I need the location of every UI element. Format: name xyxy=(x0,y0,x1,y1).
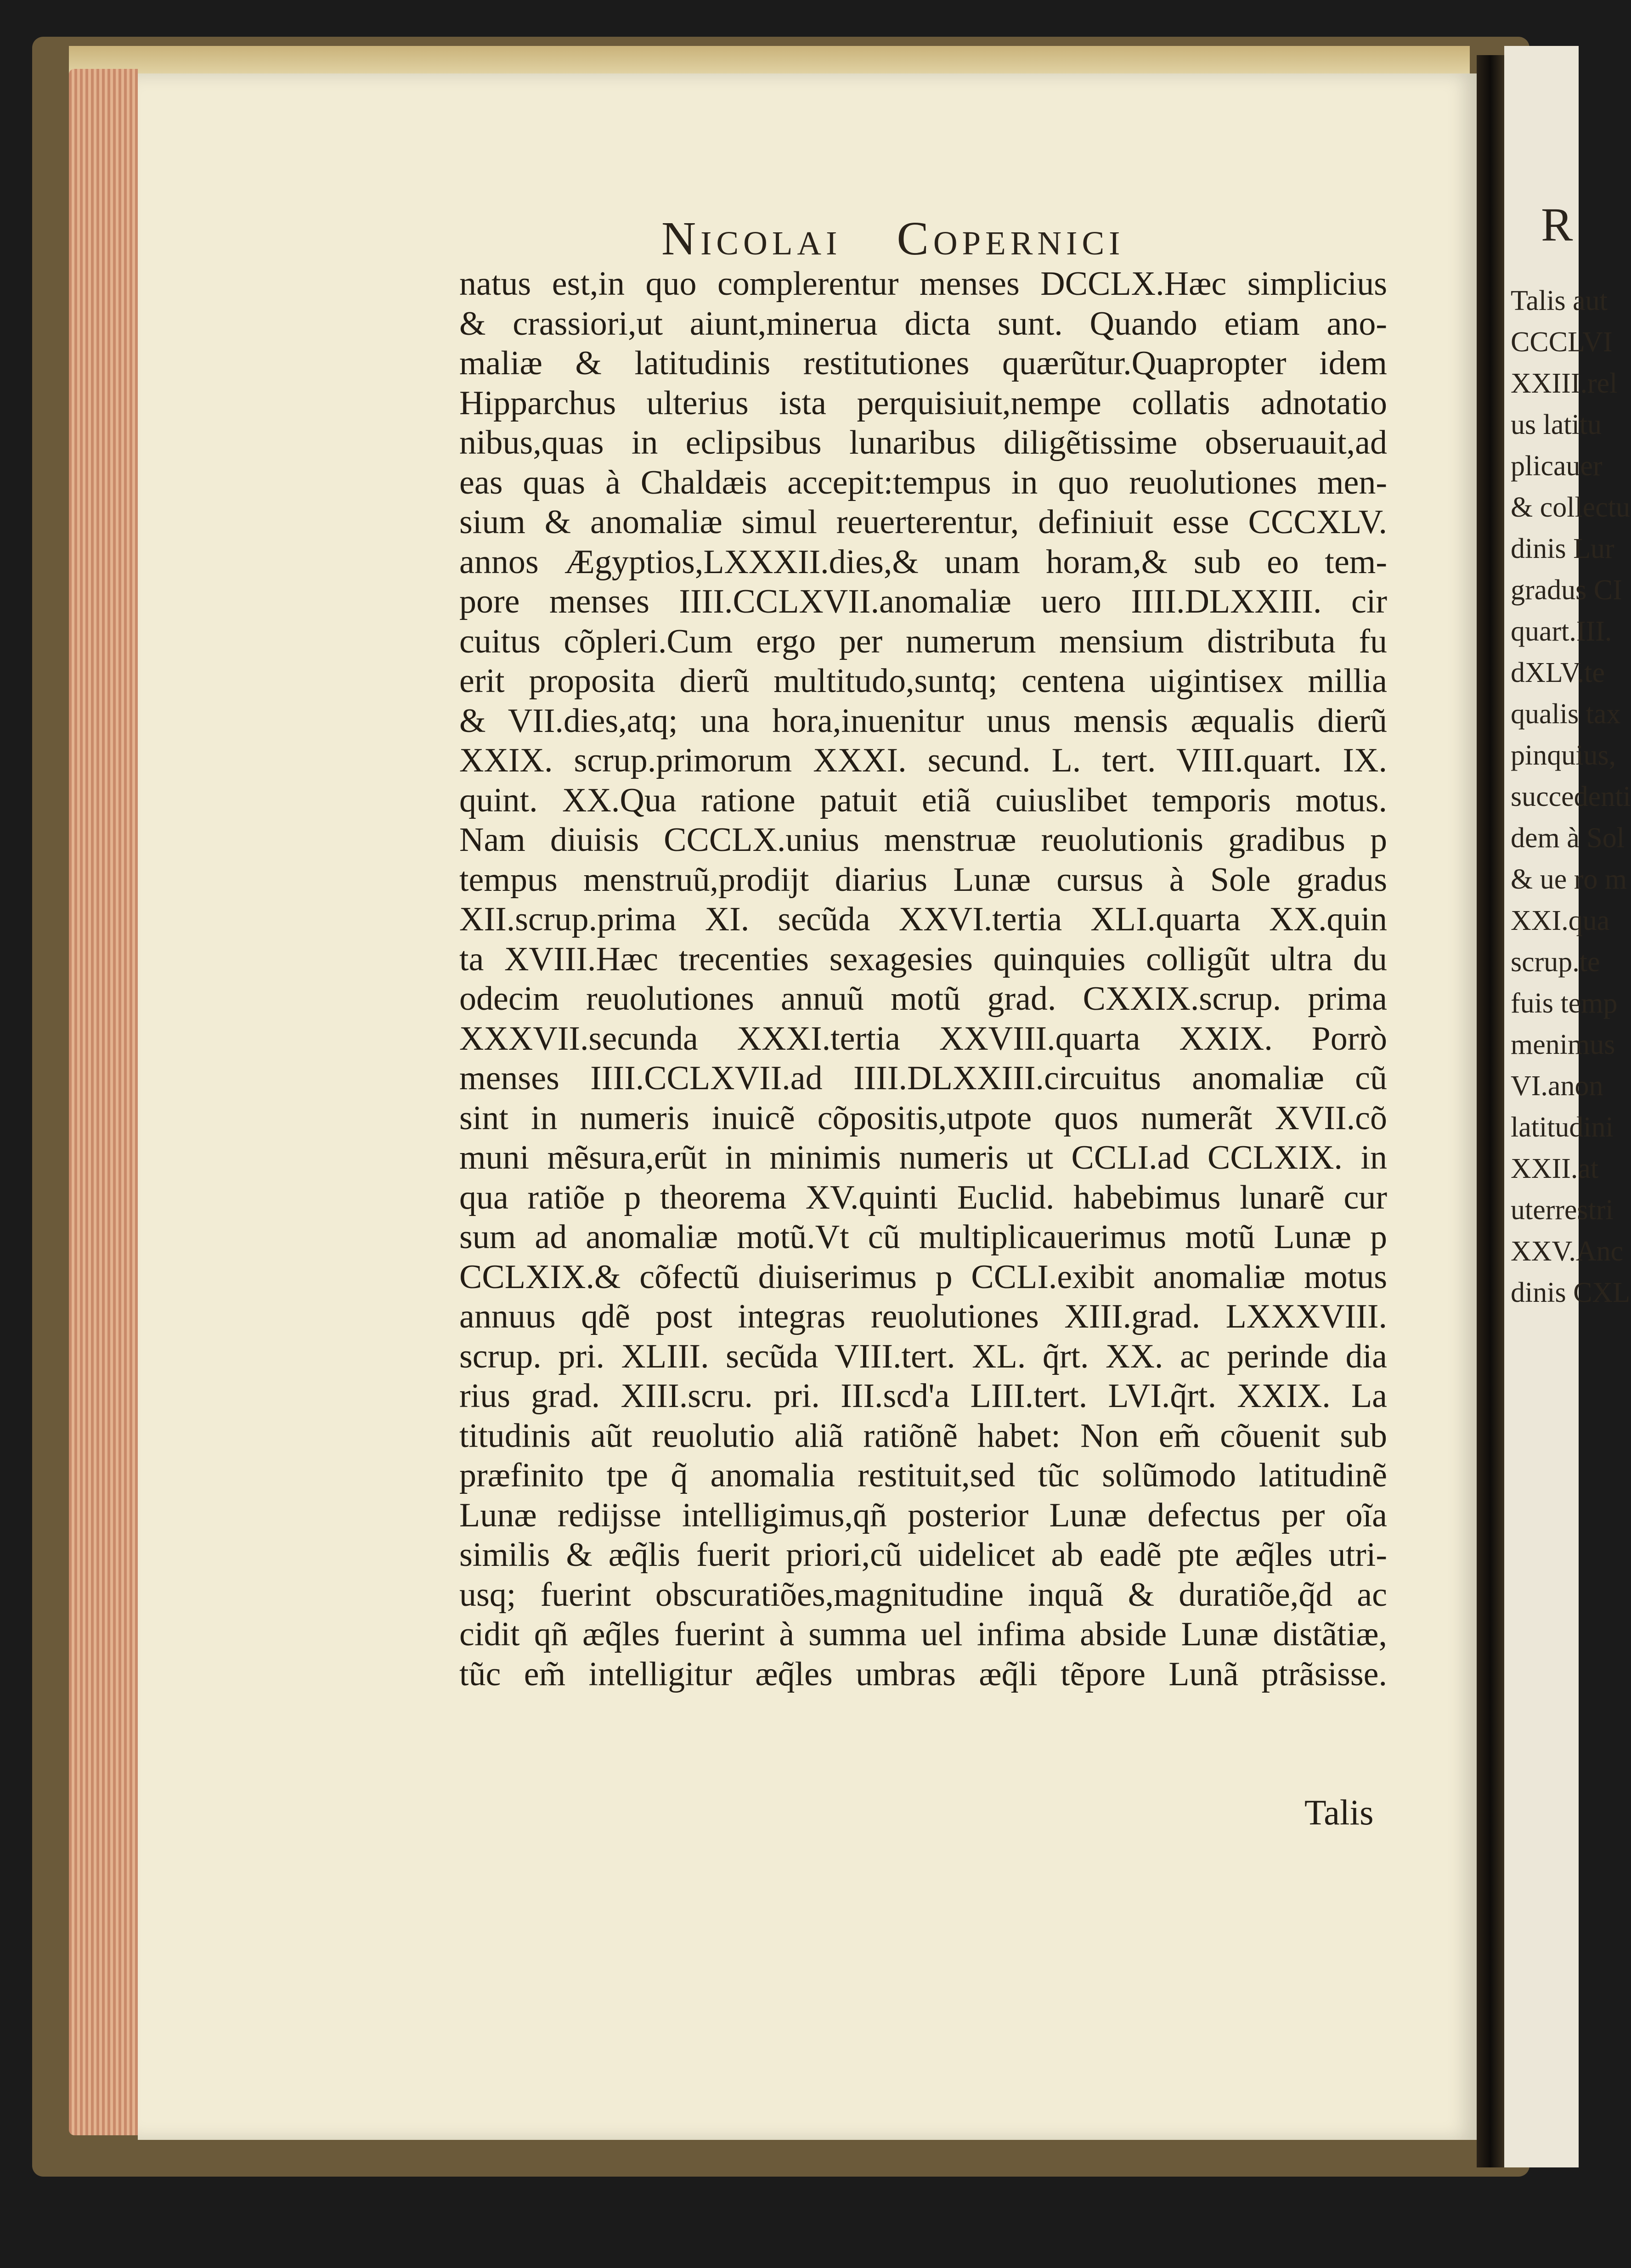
facing-page-line: uterrestri xyxy=(1511,1194,1614,1226)
text-line: titudinis aũt reuolutio aliã ratiõnẽ habet: Non em̃ cõuenit sub xyxy=(459,1417,1387,1455)
text-line: usq; fuerint obscuratiões,magnitudine inquã & duratiõe,q̃d ac xyxy=(459,1576,1387,1614)
facing-page-line: gradus CI xyxy=(1511,574,1622,606)
text-line: muni mẽsura,erũt in minimis numeris ut CCLI.ad CCLXIX. in xyxy=(459,1139,1387,1176)
text-line: & crassiori,ut aiunt,minerua dicta sunt. Quando etiam ano- xyxy=(459,304,1387,343)
text-line: ta XVIII.Hæc trecenties sexagesies quinquies colligũt ultra du xyxy=(459,940,1387,978)
text-line: cuitus cõpleri.Cum ergo per numerum mensium distributa fu xyxy=(459,622,1387,660)
text-line: menses IIII.CCLXVII.ad IIII.DLXXIII.circuitus anomaliæ cũ xyxy=(459,1059,1387,1097)
text-line: & VII.dies,atq; una hora,inuenitur unus mensis æqualis dierũ xyxy=(459,702,1387,740)
facing-page-line: fuis temp xyxy=(1511,988,1618,1019)
facing-page-line: quart.III. xyxy=(1511,616,1612,647)
text-line: Hipparchus ulterius ista perquisiuit,nempe collatis adnotatio xyxy=(459,384,1387,422)
text-line: sium & anomaliæ simul reuerterentur, definiuit esse CCCXLV. xyxy=(459,503,1387,541)
text-line: sum ad anomaliæ motũ.Vt cũ multiplicauerimus motũ Lunæ p xyxy=(459,1218,1387,1256)
text-line: quint. XX.Qua ratione patuit etiã cuiuslibet temporis motus. xyxy=(459,781,1387,819)
text-block xyxy=(459,264,1387,1694)
facing-page-line: succedenti xyxy=(1511,781,1631,812)
text-line: erit proposita dierũ multitudo,suntq; centena uigintisex millia xyxy=(459,662,1387,700)
text-line: præfinito tpe q̃ anomalia restituit,sed tũc solũmodo latitudinẽ xyxy=(459,1457,1387,1494)
facing-page-line: VI.anon xyxy=(1511,1070,1603,1102)
facing-page-line: dinis Lur xyxy=(1511,533,1614,564)
text-line: annos Ægyptios,LXXXII.dies,& unam horam,& sub eo tem- xyxy=(459,543,1387,581)
book-gutter xyxy=(1477,55,1504,2167)
facing-page-line: Talis aut xyxy=(1511,285,1608,316)
text-line: Nam diuisis CCCLX.unius menstruæ reuolutionis gradibus p xyxy=(459,821,1387,859)
facing-page-line: menimus xyxy=(1511,1029,1615,1060)
facing-page-line: qualis tax xyxy=(1511,698,1621,730)
text-line: tempus menstruũ,prodijt diarius Lunæ cursus à Sole gradus xyxy=(459,861,1387,899)
text-line: qua ratiõe p theorema XV.quinti Euclid. habebimus lunarẽ cur xyxy=(459,1178,1387,1216)
facing-page-line: R xyxy=(1541,198,1573,251)
facing-page-line: dem à Sol xyxy=(1511,822,1625,854)
page-fore-edge xyxy=(69,69,138,2135)
facing-page-line: pinquius, xyxy=(1511,740,1616,771)
facing-page-line: latitudini xyxy=(1511,1112,1614,1143)
facing-page-line: CCCLVI xyxy=(1511,326,1613,358)
facing-page-line: dXLV.te xyxy=(1511,657,1605,688)
text-line: CCLXIX.& cõfectũ diuiserimus p CCLI.exibit anomaliæ motus xyxy=(459,1258,1387,1296)
text-line: eas quas à Chaldæis accepit:tempus in quo reuolutiones men- xyxy=(459,463,1387,501)
text-line: similis & æq̃lis fuerit priori,cũ uidelicet ab eadẽ pte æq̃les utri- xyxy=(459,1536,1387,1574)
text-line: natus est,in quo complerentur menses DCCLX.Hæc simplicius xyxy=(459,265,1387,303)
text-line: XXIX. scrup.primorum XXXI. secund. L. tert. VIII.quart. IX. xyxy=(459,742,1387,779)
text-line: annuus qdẽ post integras reuolutiones XIII.grad. LXXXVIII. xyxy=(459,1298,1387,1335)
text-line: Lunæ redijsse intelligimus,qñ posterior Lunæ defectus per oĩa xyxy=(459,1496,1387,1534)
facing-page-line: & ue ro m xyxy=(1511,864,1627,895)
catchword: Talis xyxy=(1304,1792,1374,1832)
text-line: cidit qñ æq̃les fuerint à summa uel infima abside Lunæ distãtiæ, xyxy=(459,1615,1387,1653)
text-line: XXXVII.secunda XXXI.tertia XXVIII.quarta XXIX. Porrò xyxy=(459,1019,1387,1058)
facing-page-line: XXV.Anc xyxy=(1511,1236,1624,1267)
facing-page-line: XXIII.rel xyxy=(1511,368,1618,399)
text-line: sint in numeris inuicẽ cõpositis,utpote quos numerãt XVII.cõ xyxy=(459,1099,1387,1137)
facing-page-line: plicauer xyxy=(1511,450,1603,482)
running-head xyxy=(661,211,1180,266)
facing-page-line: XXI.qua xyxy=(1511,905,1610,936)
text-line: scrup. pri. XLIII. secũda VIII.tert. XL. q̃rt. XX. ac perinde dia xyxy=(459,1337,1387,1375)
text-line: odecim reuolutiones annuũ motũ grad. CXXIX.scrup. prima xyxy=(459,980,1387,1018)
facing-page-line: scrup.te xyxy=(1511,946,1600,978)
facing-page-line: & collectu xyxy=(1511,492,1630,523)
facing-page-line: us latitu xyxy=(1511,409,1602,440)
text-line: tũc em̃ intelligitur æq̃les umbras æq̃li tẽpore Lunã ptrãsisse. xyxy=(459,1655,1387,1693)
text-line: nibus,quas in eclipsibus lunaribus diligẽtissime obseruauit,ad xyxy=(459,424,1387,461)
text-line: XII.scrup.prima XI. secũda XXVI.tertia XLI.quarta XX.quin xyxy=(459,900,1387,938)
facing-page-line: dinis CXL xyxy=(1511,1277,1631,1308)
text-line: rius grad. XIII.scru. pri. III.scd'a LIII.tert. LVI.q̃rt. XXIX. La xyxy=(459,1377,1387,1415)
facing-page-line: XXII.at xyxy=(1511,1153,1599,1184)
text-line: maliæ & latitudinis restitutiones quærũtur.Quapropter idem xyxy=(459,344,1387,382)
running-head-word: Nicolai xyxy=(661,212,842,265)
running-head-word: Copernici xyxy=(897,212,1125,265)
facing-page-fragment xyxy=(1504,46,1631,2167)
text-line: pore menses IIII.CCLXVII.anomaliæ uero IIII.DLXXIII. cir xyxy=(459,583,1387,620)
